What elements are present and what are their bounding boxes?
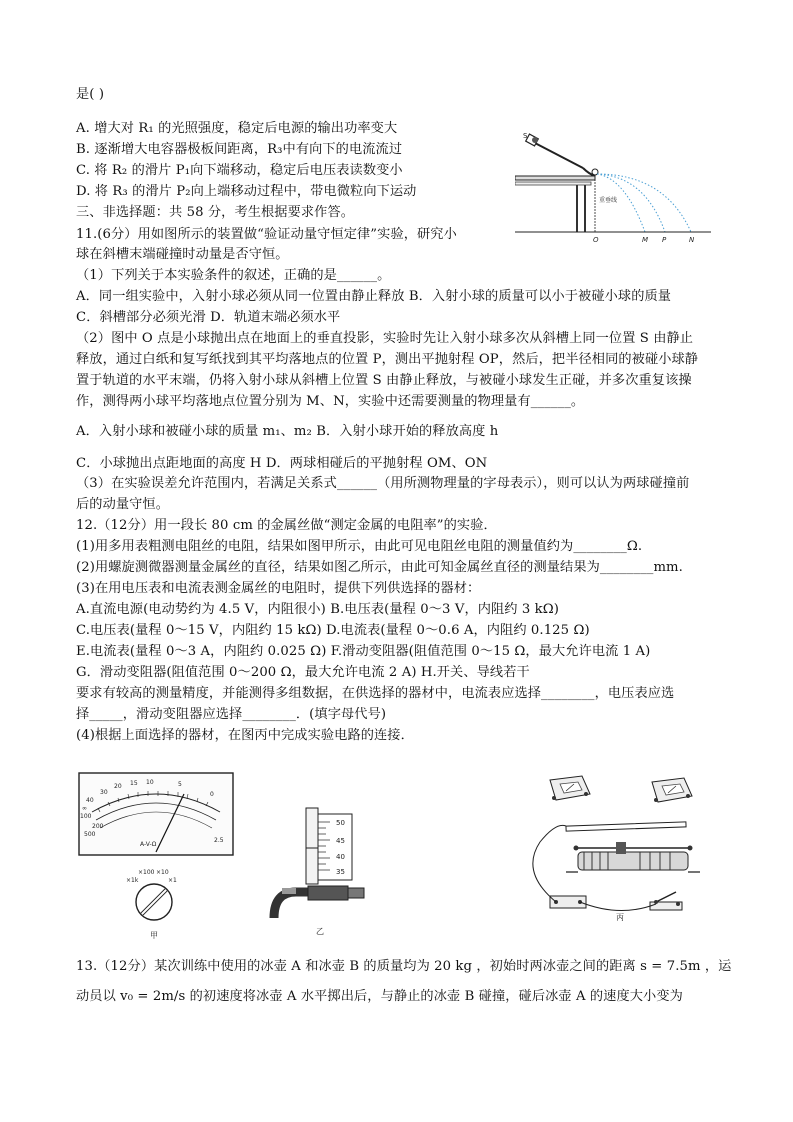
line-0: 是( )	[76, 87, 105, 102]
option-d: D. 将 R₃ 的滑片 P₂向上端移动过程中，带电微粒向下运动	[76, 184, 417, 199]
scale-label-infinity: ∞	[82, 805, 87, 812]
option-a: A. 增大对 R₁ 的光照强度，稳定后电源的输出功率变大	[76, 121, 398, 136]
q12-option-gh: G．滑动变阻器(阻值范围 0～200 Ω，最大允许电流 2 A) H.开关、导线若干	[76, 665, 530, 680]
q11-part2: （2）图中 O 点是小球抛出点在地面上的垂直投影，实验时先让入射小球多次从斜槽上同一位置 S 由静止	[76, 331, 694, 346]
q13-stem-cont: 动员以 v₀ = 2m/s 的初速度将冰壶 A 水平掷出后，与静止的冰壶 B 碰撞，碰后冰壶 A 的速度大小变为	[76, 989, 683, 1004]
q11-part1: （1）下列关于本实验条件的叙述，正确的是______。	[76, 268, 391, 283]
selector-label-x100: ×100	[138, 869, 155, 876]
circuit-figure	[520, 772, 720, 922]
micro-label-50: 50	[336, 819, 345, 827]
micrometer-figure	[268, 800, 378, 940]
scale-label-200: 200	[92, 823, 104, 830]
q11-part2-l2: 释放，通过白纸和复写纸找到其平均落地点的位置 P，测出平抛射程 OP，然后，把半径相同的被碰小球静	[76, 352, 699, 367]
selector-label-x1: ×1	[168, 877, 177, 884]
scale-label-5: 5	[178, 781, 182, 788]
label-p: P	[662, 236, 667, 244]
caption-yi: 乙	[316, 927, 324, 936]
q12-option-ab: A.直流电源(电动势约为 4.5 V，内阻很小) B.电压表(量程 0～3 V，内阻约 3 kΩ)	[76, 602, 560, 617]
option-b: B. 逐渐增大电容器极板间距离，R₃中有向下的电流流过	[76, 142, 403, 157]
scale-label-10: 10	[146, 779, 154, 786]
selector-label-x1k: ×1k	[126, 877, 139, 884]
q12-part4: (4)根据上面选择的器材，在图丙中完成实验电路的连接．	[76, 728, 414, 743]
q12-option-cd: C.电压表(量程 0～15 V，内阻约 15 kΩ) D.电流表(量程 0～0.6 A，内阻约 0.125 Ω)	[76, 623, 590, 638]
label-n: N	[689, 236, 695, 244]
q11-part2-cd: C．小球抛出点距地面的高度 H D．两球相碰后的平抛射程 OM、ON	[76, 456, 488, 471]
multimeter-figure	[78, 772, 234, 942]
q12-requirement-cont: 择_____，滑动变阻器应选择________．(填字母代号)	[76, 707, 387, 722]
q11-stem-cont: 球在斜槽末端碰撞时动量是否守恒。	[76, 247, 289, 262]
resistance-wire	[566, 822, 686, 831]
scale-label-20: 20	[114, 783, 122, 790]
scale-label-500: 500	[84, 831, 96, 838]
scale-label-30: 30	[100, 789, 108, 796]
caption-bing: 丙	[616, 913, 624, 922]
scale-label-2-5: 2.5	[214, 837, 224, 844]
q12-part2: (2)用螺旋测微器测量金属丝的直径，结果如图乙所示，由此可知金属丝直径的测量结果为________mm.	[76, 560, 683, 575]
scale-label-100: 100	[80, 813, 92, 820]
apparatus-figure	[515, 132, 715, 250]
micro-label-35: 35	[336, 868, 345, 876]
q12-option-ef: E.电流表(量程 0～3 A，内阻约 0.025 Ω) F.滑动变阻器(阻值范围 0～15 Ω，最大允许电流 1 A)	[76, 644, 651, 659]
panel-text: A-V-Ω	[140, 841, 157, 848]
rheostat-icon	[566, 842, 700, 872]
q11-part2-l3: 置于轨道的水平末端，仍将入射小球从斜槽上位置 S 由静止释放，与被碰小球发生正碰，并多次重复该操	[76, 373, 692, 388]
switch-icon	[650, 892, 682, 910]
q11-part3: （3）在实验误差允许范围内，若满足关系式______（用所测物理量的字母表示），则可以认为两球碰撞前	[76, 476, 690, 491]
q13-stem: 13.（12分）某次训练中使用的冰壶 A 和冰壶 B 的质量均为 20 kg ，初始时两冰壶之间的距离 s = 7.5m ，运	[76, 959, 732, 974]
scale-label-40: 40	[86, 797, 94, 804]
q11-part2-l4: 作，测得两小球平均落地点位置分别为 M、N，实验中还需要测量的物理量有______。	[76, 394, 585, 409]
connecting-wire	[533, 825, 566, 902]
label-s: S	[523, 132, 528, 140]
micro-label-40: 40	[336, 853, 345, 861]
q11-part3-cont: 后的动量守恒。	[76, 497, 170, 512]
micro-label-45: 45	[336, 837, 345, 845]
option-c: C. 将 R₂ 的滑片 P₁向下端移动，稳定后电压表读数变小	[76, 163, 403, 178]
q12-part1: (1)用多用表粗测电阻丝的电阻，结果如图甲所示，由此可见电阻丝电阻的测量值约为________Ω.	[76, 539, 643, 554]
label-plumb-line: 重垂线	[599, 197, 618, 204]
scale-label-0: 0	[210, 791, 214, 798]
q11-part1-ab: A．同一组实验中，入射小球必须从同一位置由静止释放 B．入射小球的质量可以小于被碰小球的质量	[76, 289, 672, 304]
label-m: M	[642, 236, 649, 244]
selector-label-x10: ×10	[156, 869, 169, 876]
q11-part2-ab: A．入射小球和被碰小球的质量 m₁、m₂ B．入射小球开始的释放高度 h	[76, 424, 499, 439]
scale-label-15: 15	[130, 780, 138, 787]
q12-requirement: 要求有较高的测量精度，并能测得多组数据，在供选择的器材中，电流表应选择________，电压表应选	[76, 686, 675, 701]
section-heading: 三、非选择题：共 58 分，考生根据要求作答。	[76, 205, 355, 220]
q12-stem: 12.（12分）用一段长 80 cm 的金属丝做“测定金属的电阻率”的实验．	[76, 518, 497, 533]
q12-part3: (3)在用电压表和电流表测金属丝的电阻时，提供下列供选择的器材：	[76, 581, 481, 596]
label-o: O	[593, 236, 599, 244]
q11-part1-cd: C．斜槽部分必须光滑 D．轨道末端必须水平	[76, 310, 341, 325]
voltmeter-icon	[550, 776, 590, 800]
q11-stem: 11.(6分）用如图所示的装置做“验证动量守恒定律”实验，研究小	[76, 227, 457, 242]
caption-jia: 甲	[150, 931, 158, 940]
ammeter-icon	[652, 778, 692, 802]
